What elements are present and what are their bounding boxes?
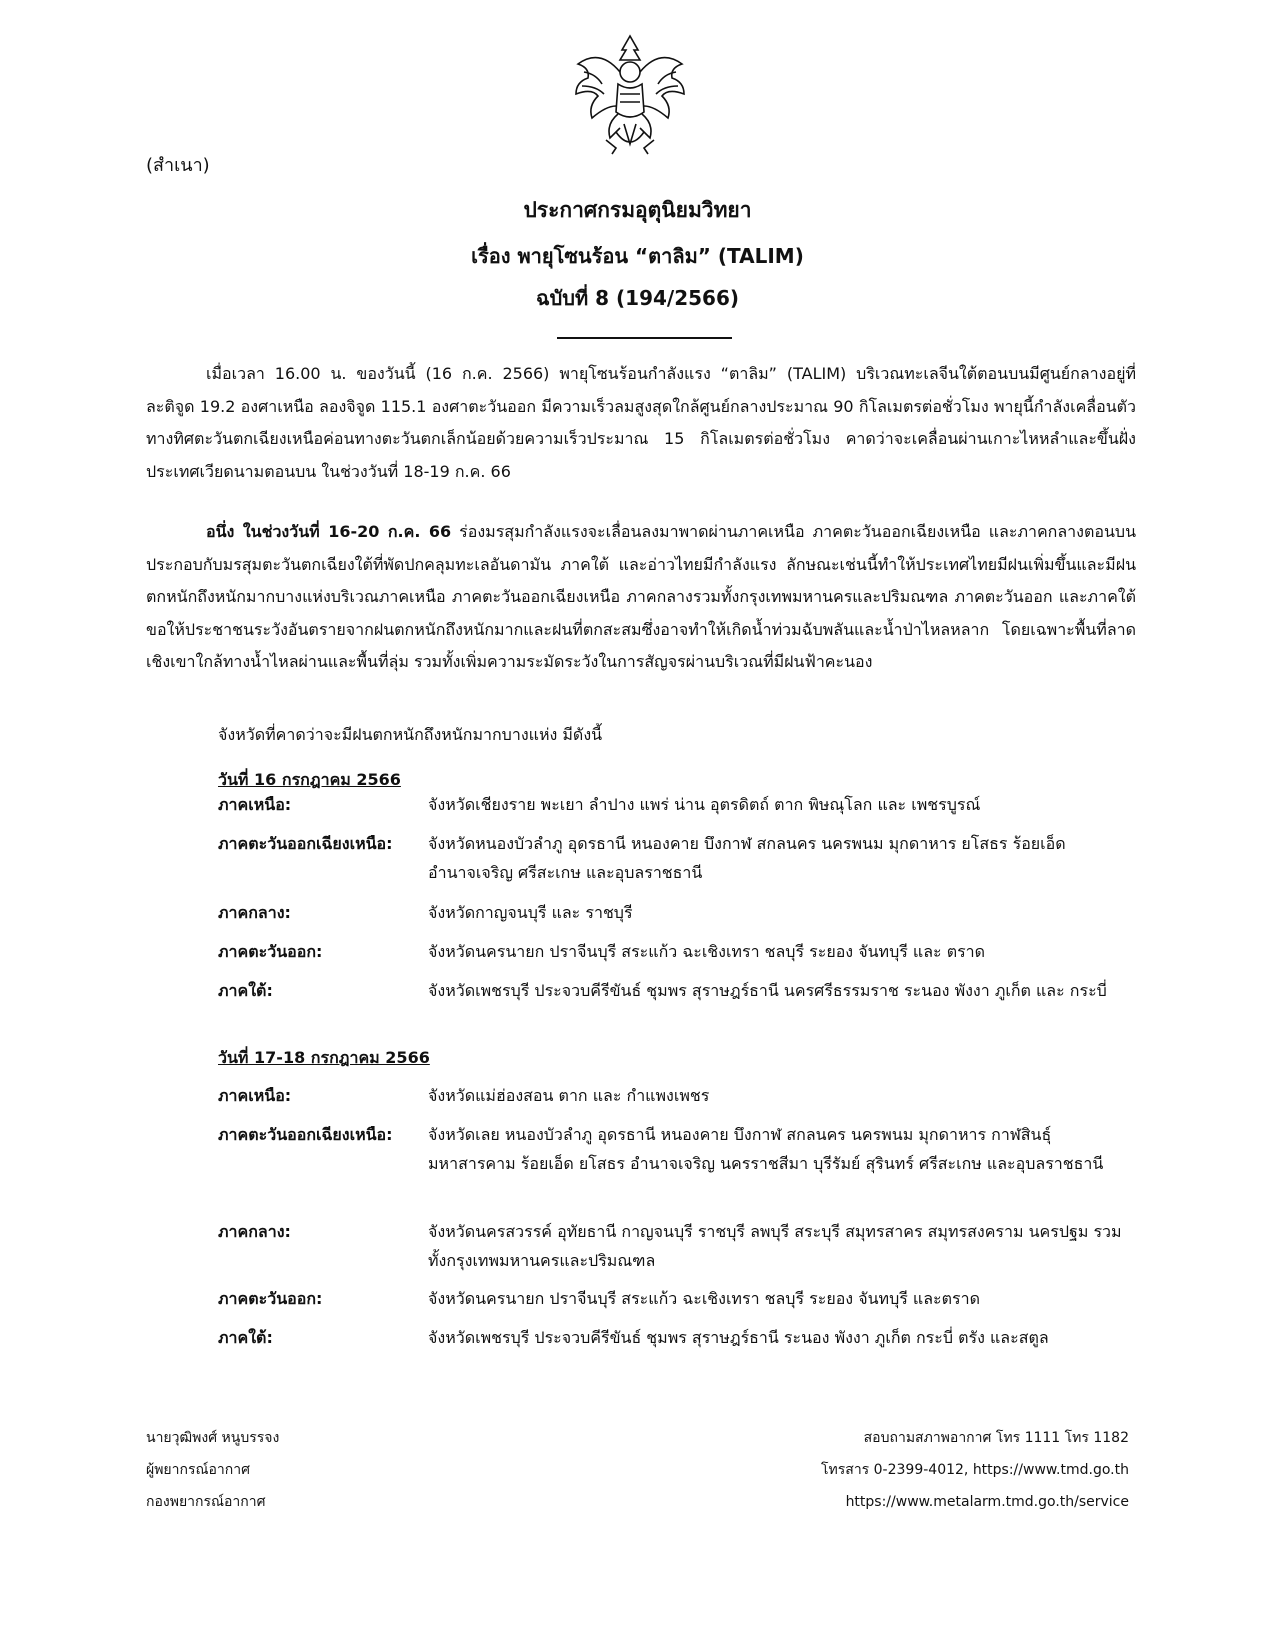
region-name: ภาคตะวันออก: (218, 942, 323, 961)
forecaster-division: กองพยากรณ์อากาศ (146, 1494, 266, 1510)
monsoon-paragraph-text: ร่องมรสุมกำลังแรงจะเลื่อนลงมาพาดผ่านภาคเหนือ ภาคตะวันออกเฉียงเหนือ และภาคกลางตอนบน ประกอบกับมรสุมตะวันตกเฉียงใต้ที่พัดปกคลุมทะเลอันดามัน ภาคใต้ และอ่าวไทยมีกำลังแรง ลักษณะเช่นนี้ทำให้ประเทศไทยมีฝนเพิ่มขึ้นและมีฝนตกหนักถึงหนักมากบางแห่งบริเวณภาคเหนือ ภาคตะวันออกเฉียงเหนือ ภาคกลางรวมทั้งกรุงเทพมหานครและปริมณฑล ภาคตะวันออก และภาคใต้ ขอให้ประชาชนระวังอันตรายจากฝนตกหนักถึงหนักมากและฝนที่ตกสะสมซึ่งอาจทำให้เกิดน้ำท่วมฉับพลันและน้ำป่าไหลหลาก โดยเฉพาะพื้นที่ลาดเชิงเขาใกล้ทางน้ำไหลผ่านและพื้นที่ลุ่ม รวมทั้งเพิ่มความระมัดระวังในการสัญจรผ่านบริเวณที่มีฝนฟ้าคะนอง (146, 522, 1137, 671)
copy-mark: (สำเนา) (146, 155, 210, 176)
contact-fax-web: โทรสาร 0-2399-4012, https://www.tmd.go.th (821, 1462, 1129, 1478)
contact-info (821, 1422, 1129, 1518)
region-name: ภาคตะวันออกเฉียงเหนือ: (218, 1125, 393, 1144)
storm-paragraph-text: เมื่อเวลา 16.00 น. ของวันนี้ (16 ก.ค. 2566) พายุโซนร้อนกำลังแรง “ตาลิม” (TALIM) บริเวณทะเลจีนใต้ตอนบนมีศูนย์กลางอยู่ที่ละติจูด 19.2 องศาเหนือ ลองจิจูด 115.1 องศาตะวันออก มีความเร็วลมสูงสุดใกล้ศูนย์กลางประมาณ 90 กิโลเมตรต่อชั่วโมง พายุนี้กำลังเคลื่อนตัวทางทิศตะวันตกเฉียงเหนือค่อนทางตะวันตกเล็กน้อยด้วยความเร็วประมาณ 15 กิโลเมตรต่อชั่วโมง คาดว่าจะเคลื่อนผ่านเกาะไหหลำและขึ้นฝั่งประเทศเวียดนามตอนบน ในช่วงวันที่ 18-19 ก.ค. 66 (146, 364, 1136, 481)
region-name: ภาคเหนือ: (218, 1086, 292, 1105)
region-name: ภาคตะวันออก: (218, 1289, 323, 1308)
forecaster-signature (146, 1422, 279, 1518)
region-name: ภาคตะวันออกเฉียงเหนือ: (218, 834, 393, 853)
forecaster-name: นายวุฒิพงศ์ หนูบรรจง (146, 1430, 280, 1446)
region-provinces: จังหวัดนครนายก ปราจีนบุรี สระแก้ว ฉะเชิงเทรา ชลบุรี ระยอง จันทบุรี และตราด (428, 1289, 980, 1308)
region-name: ภาคเหนือ: (218, 795, 292, 814)
region-name: ภาคใต้: (218, 981, 273, 1000)
region-provinces: จังหวัดหนองบัวลำภู อุดรธานี หนองคาย บึงกาฬ สกลนคร นครพนม มุกดาหาร ยโสธร ร้อยเอ็ด อำนาจเจริญ ศรีสะเกษ และอุบลราชธานี (428, 834, 1066, 882)
announcement-title: ประกาศกรมอุตุนิยมวิทยา (523, 198, 752, 222)
forecaster-role: ผู้พยากรณ์อากาศ (146, 1462, 250, 1478)
region-provinces: จังหวัดเลย หนองบัวลำภู อุดรธานี หนองคาย บึงกาฬ สกลนคร นครพนม มุกดาหาร กาฬสินธุ์ มหาสารคาม ร้อยเอ็ด ยโสธร อำนาจเจริญ นครราชสีมา บุรีรัมย์ สุรินทร์ ศรีสะเกษ และอุบลราชธานี (428, 1125, 1104, 1173)
date-heading: วันที่ 16 กรกฎาคม 2566 (218, 770, 401, 789)
region-provinces: จังหวัดเชียงราย พะเยา ลำปาง แพร่ น่าน อุตรดิตถ์ ตาก พิษณุโลก และ เพชรบูรณ์ (428, 795, 981, 814)
region-name: ภาคใต้: (218, 1328, 273, 1347)
region-provinces: จังหวัดเพชรบุรี ประจวบคีรีขันธ์ ชุมพร สุราษฎร์ธานี นครศรีธรรมราช ระนอง พังงา ภูเก็ต และ กระบี่ (428, 981, 1107, 1000)
region-provinces: จังหวัดนครนายก ปราจีนบุรี สระแก้ว ฉะเชิงเทรา ชลบุรี ระยอง จันทบุรี และ ตราด (428, 942, 986, 961)
region-provinces: จังหวัดแม่ฮ่องสอน ตาก และ กำแพงเพชร (428, 1086, 710, 1105)
contact-service-link: https://www.metalarm.tmd.go.th/service (845, 1494, 1129, 1510)
region-provinces: จังหวัดเพชรบุรี ประจวบคีรีขันธ์ ชุมพร สุราษฎร์ธานี ระนอง พังงา ภูเก็ต กระบี่ ตรัง และสตูล (428, 1328, 1049, 1347)
title-divider (557, 337, 732, 339)
region-name: ภาคกลาง: (218, 903, 291, 922)
announcement-issue: ฉบับที่ 8 (194/2566) (535, 286, 740, 310)
storm-paragraph (146, 358, 1136, 488)
region-name: ภาคกลาง: (218, 1222, 291, 1241)
provinces-intro: จังหวัดที่คาดว่าจะมีฝนตกหนักถึงหนักมากบางแห่ง มีดังนี้ (218, 725, 603, 744)
monsoon-paragraph-lead: อนึ่ง ในช่วงวันที่ 16-20 ก.ค. 66 (206, 522, 452, 541)
monsoon-paragraph (146, 516, 1136, 679)
region-provinces: จังหวัดนครสวรรค์ อุทัยธานี กาญจนบุรี ราชบุรี ลพบุรี สระบุรี สมุทรสาคร สมุทรสงคราม นครปฐม รวมทั้งกรุงเทพมหานครและปริมณฑล (428, 1222, 1122, 1270)
announcement-subject: เรื่อง พายุโซนร้อน “ตาลิม” (TALIM) (471, 244, 804, 268)
contact-phone: สอบถามสภาพอากาศ โทร 1111 โทร 1182 (863, 1430, 1129, 1446)
region-provinces: จังหวัดกาญจนบุรี และ ราชบุรี (428, 903, 633, 922)
date-heading: วันที่ 17-18 กรกฎาคม 2566 (218, 1048, 430, 1067)
garuda-emblem-icon (570, 28, 690, 158)
